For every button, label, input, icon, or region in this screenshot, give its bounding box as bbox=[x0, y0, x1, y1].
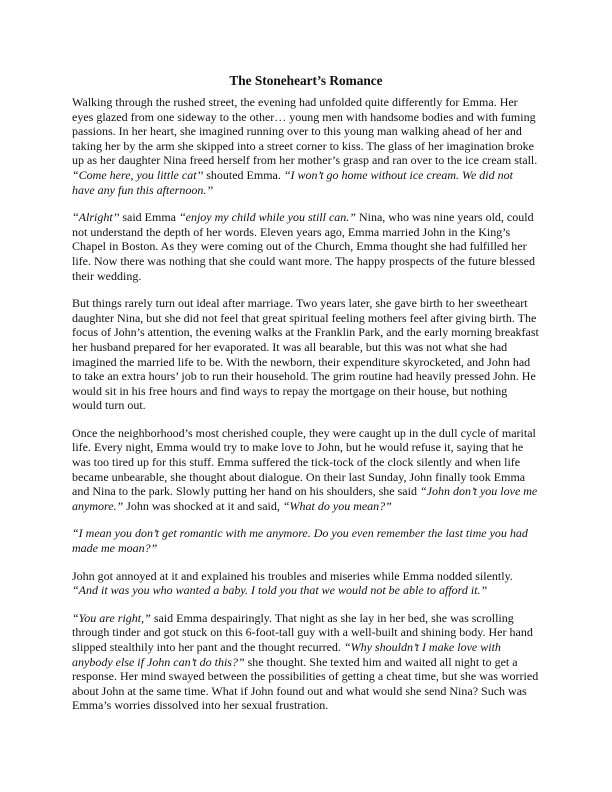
text-segment: was too tired up for this stuff. Emma suffered the tick-tock of the clock silently and when life bbox=[72, 455, 521, 470]
text-line bbox=[72, 499, 552, 514]
italic-dialogue: “You are right,” bbox=[72, 610, 151, 625]
text-line bbox=[72, 640, 552, 655]
paragraph bbox=[72, 611, 552, 713]
italic-dialogue: have any fun this afternoon.’’ bbox=[72, 182, 213, 197]
text-line bbox=[72, 355, 552, 370]
text-line bbox=[72, 625, 552, 640]
text-line bbox=[72, 611, 552, 626]
text-segment: said Emma despairingly. That night as she lay in her bed, she was scrolling bbox=[150, 610, 514, 625]
text-segment: Walking through the rushed street, the evening had unfolded quite differently for Emma. Her bbox=[72, 95, 518, 109]
text-line bbox=[72, 440, 552, 455]
italic-dialogue: made me moan?” bbox=[72, 541, 158, 556]
text-line bbox=[72, 153, 552, 168]
text-segment: her husband prepared for her evaporated. It was all bearable, but this was not what she had bbox=[72, 339, 508, 354]
text-segment: life. Now there was nothing that she could want more. The happy prospects of the future blessed bbox=[72, 253, 535, 268]
paragraph bbox=[72, 95, 552, 197]
text-segment: Once the neighborhood’s most cherished couple, they were caught up in the dull cycle of marital bbox=[72, 425, 536, 440]
text-line bbox=[72, 296, 552, 311]
text-line bbox=[72, 655, 552, 670]
text-line bbox=[72, 669, 552, 684]
text-line bbox=[72, 684, 552, 699]
text-line bbox=[72, 484, 552, 499]
text-segment: John was shocked at it and said, bbox=[123, 498, 283, 513]
text-line bbox=[72, 526, 552, 541]
text-line bbox=[72, 583, 552, 598]
paragraph bbox=[72, 526, 552, 555]
italic-dialogue: ‘‘Alright’’ bbox=[72, 210, 120, 225]
italic-dialogue: “John don’t you love me bbox=[419, 484, 538, 499]
italic-dialogue: anybody else if John can’t do this?” bbox=[72, 654, 245, 669]
text-segment: up as her daughter Nina freed herself from her mother’s grasp and ran over to the ice cream stall. bbox=[72, 153, 538, 168]
text-line bbox=[72, 569, 552, 584]
text-line bbox=[72, 541, 552, 556]
text-line bbox=[72, 311, 552, 326]
text-segment: Nina, who was nine years old, could bbox=[355, 210, 534, 225]
document-body bbox=[72, 95, 552, 726]
italic-dialogue: “What do you mean?” bbox=[282, 498, 392, 513]
text-segment: and Nina to the park. Slowly putting her hand on his shoulders, she said bbox=[72, 484, 420, 499]
paragraph bbox=[72, 569, 552, 598]
text-line bbox=[72, 239, 552, 254]
text-line bbox=[72, 384, 552, 399]
text-segment: focus of John’s attention, the evening walks at the Franklin Park, and the early morning breakfast bbox=[72, 325, 539, 340]
text-segment: imagined the married life to be. With the newborn, their expenditure skyrocketed, and John had bbox=[72, 354, 531, 369]
text-line bbox=[72, 168, 552, 183]
text-segment: Emma’s worries dissolved into her sexual frustration. bbox=[72, 698, 329, 713]
text-line bbox=[72, 225, 552, 240]
italic-dialogue: “Come here, you little cat’’ bbox=[72, 167, 204, 182]
text-segment: about John at the same time. What if John found out and what would she send Nina? Such was bbox=[72, 683, 527, 698]
text-segment: their wedding. bbox=[72, 268, 142, 283]
text-line bbox=[72, 340, 552, 355]
text-segment: passions. In her heart, she imagined running over to this young man walking ahead of her and bbox=[72, 124, 522, 139]
italic-dialogue: ‘‘enjoy my child while you still can.” bbox=[178, 210, 356, 225]
text-segment: response. Her mind swayed between the possibilities of getting a cheat time, but she was worried bbox=[72, 669, 539, 684]
paragraph bbox=[72, 210, 552, 283]
text-line bbox=[72, 124, 552, 139]
text-line bbox=[72, 369, 552, 384]
text-line bbox=[72, 110, 552, 125]
text-line bbox=[72, 426, 552, 441]
text-segment: eyes glazed from one sideway to the other… young men with handsome bodies and with fuming bbox=[72, 109, 536, 124]
text-segment: she thought. She texted him and waited all night to get a bbox=[244, 654, 518, 669]
text-line bbox=[72, 398, 552, 413]
italic-dialogue: ‘‘I won’t go home without ice cream. We did not bbox=[283, 167, 513, 182]
text-line bbox=[72, 254, 552, 269]
text-segment: John got annoyed at it and explained his troubles and miseries while Emma nodded silently. bbox=[72, 568, 513, 583]
text-segment: But things rarely turn out ideal after marriage. Two years later, she gave birth to her sweetheart bbox=[72, 296, 528, 311]
text-segment: would sit in his free hours and find ways to repay the mortgage on their house, but nothing bbox=[72, 383, 508, 398]
italic-dialogue: anymore.” bbox=[72, 498, 124, 513]
text-line bbox=[72, 470, 552, 485]
text-segment: Chapel in Boston. As they were coming out of the Church, Emma thought she had fulfilled her bbox=[72, 239, 527, 254]
text-line bbox=[72, 210, 552, 225]
text-line bbox=[72, 325, 552, 340]
text-line bbox=[72, 139, 552, 154]
document-title: The Stoneheart’s Romance bbox=[229, 73, 383, 88]
text-segment: not understand the depth of her words. Eleven years ago, Emma married John in the King’s bbox=[72, 224, 511, 239]
italic-dialogue: “Why shouldn’t I make love with bbox=[343, 640, 501, 654]
text-segment: taking her by the arm she skipped into a street corner to kiss. The glass of her imagination broke bbox=[72, 138, 534, 153]
italic-dialogue: “I mean you don’t get romantic with me anymore. Do you even remember the last time you had bbox=[72, 526, 528, 541]
text-segment: shouted Emma. bbox=[203, 167, 284, 182]
text-segment: would turn out. bbox=[72, 398, 146, 413]
text-segment: to take an extra hours’ job to run their household. The grim routine had heavily pressed John. He bbox=[72, 369, 536, 384]
italic-dialogue: “And it was you who wanted a baby. I told you that we would not be able to afford it.” bbox=[72, 583, 488, 598]
text-line bbox=[72, 698, 552, 713]
text-segment: life. Every night, Emma would try to make love to John, but he would refuse it, saying that he bbox=[72, 440, 524, 455]
text-line bbox=[72, 269, 552, 284]
text-segment: said Emma bbox=[119, 210, 179, 225]
text-segment: through tinder and got stuck on this 6-foot-tall guy with a well-built and shining body. Her hand bbox=[72, 625, 533, 640]
text-segment: slipped stealthily into her pant and the thought recurred. bbox=[72, 640, 344, 654]
paragraph bbox=[72, 426, 552, 514]
text-line bbox=[72, 455, 552, 470]
text-segment: became unbearable, she thought about dialogue. On their last Sunday, John finally took Emma bbox=[72, 469, 526, 484]
text-line bbox=[72, 95, 552, 110]
paragraph bbox=[72, 296, 552, 413]
text-line bbox=[72, 183, 552, 198]
text-segment: daughter Nina, but she did not feel that great spiritual feeling mothers feel after giving birth. The bbox=[72, 310, 537, 325]
